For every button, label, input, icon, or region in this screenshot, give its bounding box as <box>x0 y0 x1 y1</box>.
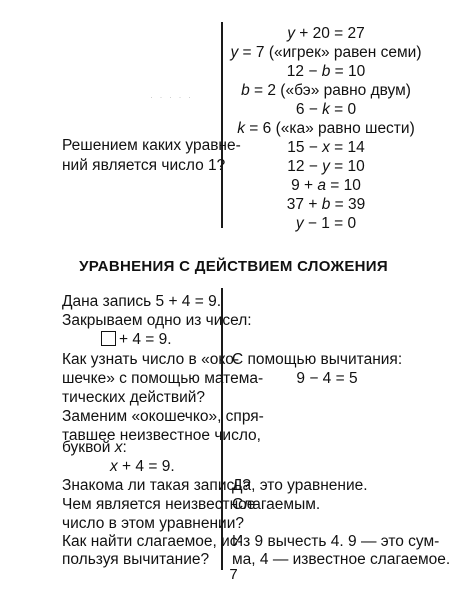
top-column-divider <box>221 22 223 228</box>
bleed-through-marks: · · · · · <box>150 92 193 102</box>
equation-variable: x <box>322 139 330 156</box>
right-line-2: 9 − 4 = 5 <box>296 370 358 387</box>
left-line-3 <box>101 330 172 349</box>
equation-variable: b <box>241 82 250 99</box>
equation-text: + 20 = 27 <box>294 25 365 42</box>
page-number: 7 <box>229 566 238 583</box>
question-line-2: ний является число 1? <box>62 157 226 174</box>
equation-line <box>226 214 426 233</box>
equation-line <box>226 81 426 100</box>
equation-variable: k <box>322 101 330 118</box>
right-line-1: С помощью вычитания: <box>232 351 403 368</box>
left-line-13: число в этом уравнении? <box>62 515 244 532</box>
equation-variable: b <box>321 196 331 213</box>
equation-text: = 7 («игрек» равен семи) <box>238 44 422 61</box>
equation-line <box>226 62 426 81</box>
equation-line <box>226 157 426 176</box>
left-line-9-colon: : <box>122 439 127 456</box>
right-line-6: ма, 4 — известное слагаемое. <box>232 551 451 568</box>
equation-text: = 6 («ка» равно шести) <box>245 120 415 137</box>
equation-text: 6 − <box>295 101 323 118</box>
equation-line <box>226 100 426 119</box>
equation-text: = 10 <box>330 63 366 80</box>
equation-text: 15 − <box>287 139 323 156</box>
left-line-2: Закрываем одно из чисел: <box>62 312 252 329</box>
box-equation-text: + 4 = 9. <box>119 331 172 348</box>
equation-variable: y <box>287 25 295 42</box>
equation-variable: y <box>295 215 304 232</box>
equation-line <box>226 195 426 214</box>
window-box-icon <box>101 331 116 346</box>
right-line-5: Из 9 вычесть 4. 9 — это сум- <box>232 533 440 550</box>
left-line-6: тических действий? <box>62 389 206 406</box>
left-line-15: пользуя вычитание? <box>62 551 210 568</box>
left-line-1: Дана запись 5 + 4 = 9. <box>62 293 222 310</box>
left-line-14: Как найти слагаемое, ис- <box>62 533 243 550</box>
equation-variable: k <box>237 120 245 137</box>
equation-variable: a <box>317 177 326 194</box>
right-line-3: Да, это уравнение. <box>232 477 368 494</box>
equation-line <box>226 176 426 195</box>
left-line-9 <box>62 438 127 457</box>
variable-x: x <box>110 458 118 475</box>
left-line-8: тавшее неизвестное число, <box>62 427 261 444</box>
left-line-7: Заменим «окошечко», спря- <box>62 408 264 425</box>
equation-variable: b <box>321 63 331 80</box>
left-line-5: шечке» с помощью матема- <box>62 370 264 387</box>
variable-x: x <box>114 439 123 456</box>
equation-line <box>226 138 426 157</box>
equation-text: 12 − <box>287 158 323 175</box>
right-line-4: Слагаемым. <box>232 496 321 513</box>
equation-line <box>226 43 426 62</box>
equation-variable: y <box>322 158 330 175</box>
equation-line <box>226 24 426 43</box>
question-line-1: Решением каких уравне- <box>62 137 241 154</box>
section-heading: УРАВНЕНИЯ С ДЕЙСТВИЕМ СЛОЖЕНИЯ <box>79 258 388 275</box>
equation-variable: y <box>230 44 239 61</box>
equation-text: = 2 («бэ» равно двум) <box>249 82 411 99</box>
left-line-10-text: + 4 = 9. <box>117 458 175 475</box>
equation-line <box>226 119 426 138</box>
left-line-4: Как узнать число в «око- <box>62 351 240 368</box>
left-line-12: Чем является неизвестное <box>62 496 256 513</box>
equation-text: = 39 <box>330 196 366 213</box>
equation-text: = 0 <box>329 101 357 118</box>
equation-text: = 14 <box>329 139 365 156</box>
equation-text: 37 + <box>286 196 322 213</box>
equation-text: 9 + <box>291 177 318 194</box>
equation-text: = 10 <box>329 158 365 175</box>
left-line-10 <box>110 457 175 476</box>
left-line-11: Знакома ли такая запись? <box>62 477 251 494</box>
equation-text: 12 − <box>286 63 322 80</box>
equation-text: − 1 = 0 <box>303 215 357 232</box>
equation-text: = 10 <box>326 177 361 194</box>
left-line-9-text: буквой <box>62 439 115 456</box>
